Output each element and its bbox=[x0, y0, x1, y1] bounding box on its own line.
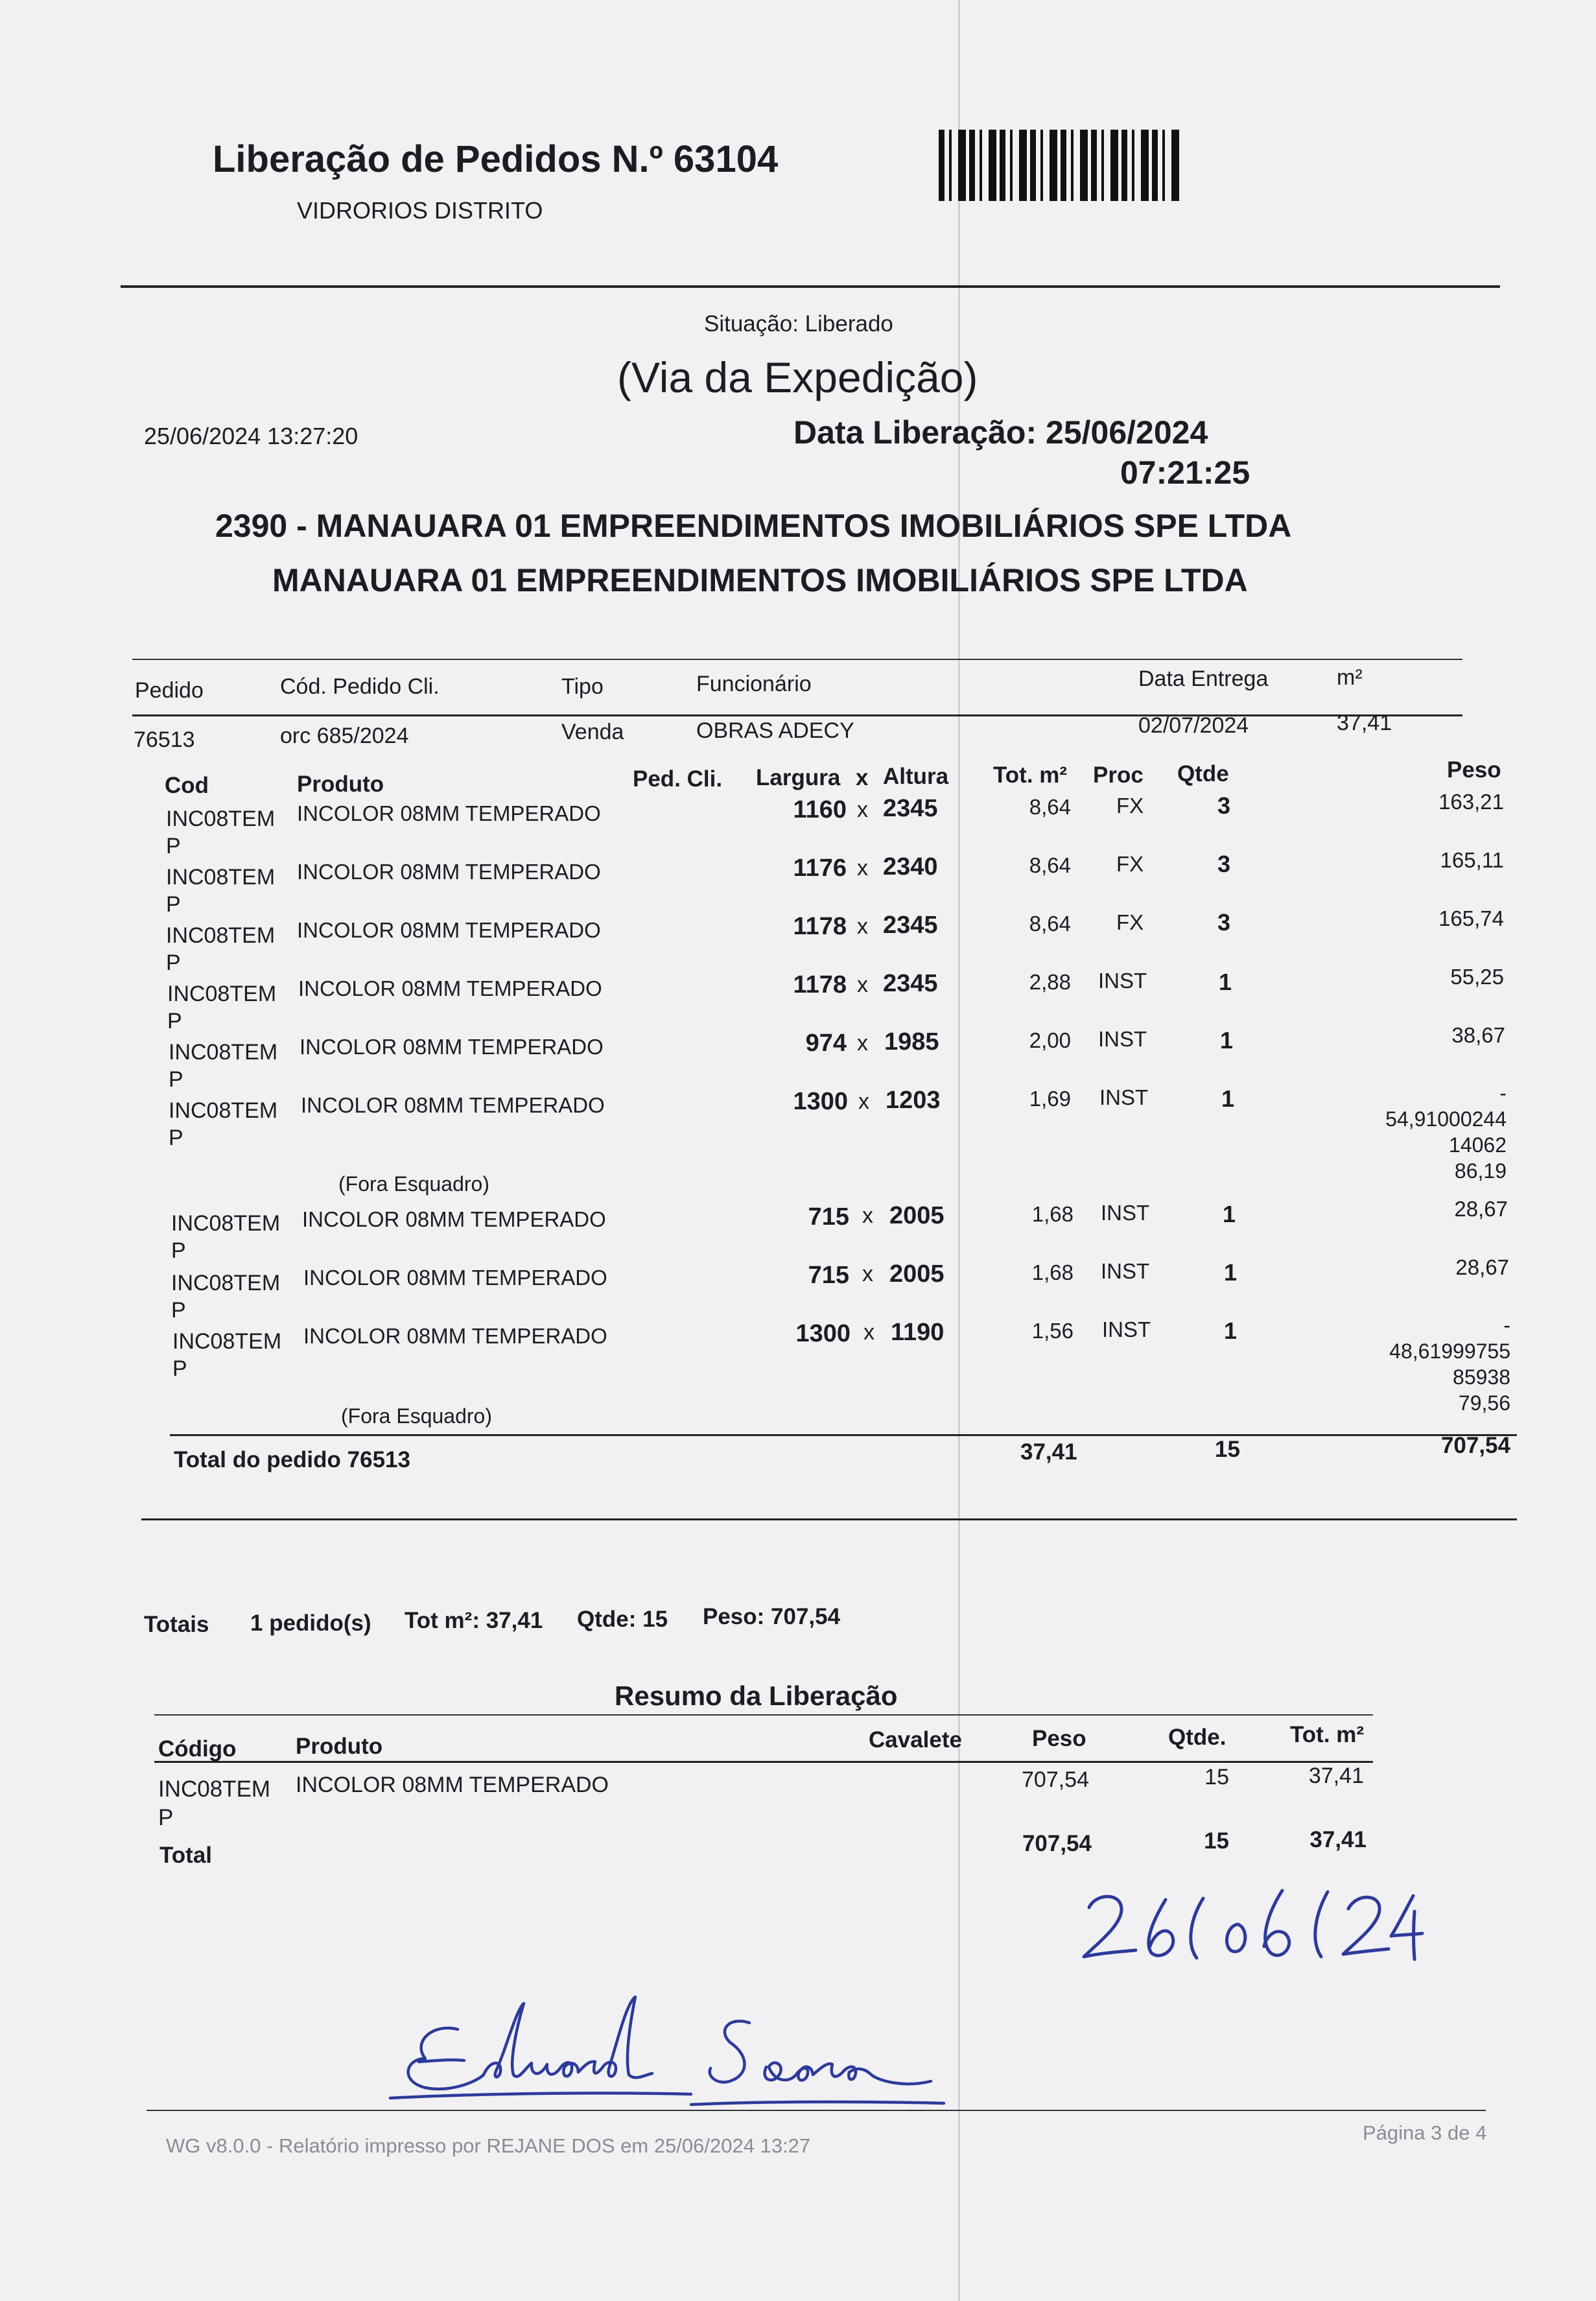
resumo-row-peso: 707,54 bbox=[1022, 1767, 1089, 1792]
header-divider bbox=[121, 285, 1500, 288]
order-total-top-line bbox=[170, 1434, 1517, 1436]
item-qtde: 1 bbox=[1219, 969, 1232, 995]
item-x: x bbox=[862, 1203, 873, 1228]
m2-value: 37,41 bbox=[1337, 711, 1392, 735]
col-tipo: Tipo bbox=[561, 674, 604, 699]
item-peso: 165,11 bbox=[1440, 848, 1504, 872]
resumo-top-line bbox=[154, 1714, 1373, 1716]
items-col-largura: Largura bbox=[756, 765, 841, 790]
item-produto: INCOLOR 08MM TEMPERADO bbox=[302, 1207, 606, 1231]
items-col-x: x bbox=[856, 765, 869, 790]
resumo-col-codigo: Código bbox=[158, 1736, 237, 1762]
funcionario-value: OBRAS ADECY bbox=[696, 718, 854, 743]
resumo-total-tot-m2: 37,41 bbox=[1309, 1827, 1367, 1852]
item-cod: INC08TEM P bbox=[166, 865, 276, 917]
item-altura: 2345 bbox=[883, 970, 938, 997]
item-x: x bbox=[862, 1262, 873, 1286]
items-col-tot-m2: Tot. m² bbox=[993, 762, 1068, 788]
item-peso: 55,25 bbox=[1450, 965, 1504, 989]
item-produto: INCOLOR 08MM TEMPERADO bbox=[297, 918, 601, 942]
col-m2: m² bbox=[1337, 665, 1363, 690]
item-largura: 1300 bbox=[795, 1320, 851, 1347]
data-entrega-value: 02/07/2024 bbox=[1138, 713, 1249, 738]
order-total-peso: 707,54 bbox=[1440, 1433, 1510, 1458]
item-largura: 1178 bbox=[793, 971, 847, 998]
resumo-col-tot-m2: Tot. m² bbox=[1290, 1722, 1365, 1747]
resumo-row-produto: INCOLOR 08MM TEMPERADO bbox=[296, 1773, 609, 1797]
item-largura: 1300 bbox=[793, 1088, 848, 1115]
col-funcionario: Funcionário bbox=[696, 672, 812, 696]
items-col-produto: Produto bbox=[297, 772, 384, 797]
item-x: x bbox=[863, 1320, 874, 1345]
totais-tot-m2: Tot m²: 37,41 bbox=[405, 1608, 543, 1633]
item-produto: INCOLOR 08MM TEMPERADO bbox=[303, 1324, 607, 1348]
order-total-label: Total do pedido 76513 bbox=[174, 1447, 410, 1472]
item-note: (Fora Esquadro) bbox=[341, 1404, 492, 1428]
resumo-col-cavalete: Cavalete bbox=[869, 1727, 962, 1752]
item-produto: INCOLOR 08MM TEMPERADO bbox=[297, 860, 601, 884]
item-proc: INST bbox=[1101, 1259, 1150, 1283]
item-x: x bbox=[857, 1031, 868, 1056]
item-largura: 1176 bbox=[793, 855, 847, 882]
totais-pedidos: 1 pedido(s) bbox=[250, 1611, 371, 1636]
resumo-title: Resumo da Liberação bbox=[615, 1681, 898, 1711]
item-peso-multiline: - 48,61999755 85938 79,56 bbox=[1389, 1314, 1510, 1415]
item-x: x bbox=[857, 856, 868, 880]
item-tot-m2: 2,88 bbox=[1029, 970, 1071, 994]
item-altura: 1985 bbox=[884, 1028, 939, 1056]
item-qtde: 1 bbox=[1224, 1259, 1238, 1286]
item-cod: INC08TEM P bbox=[169, 1098, 278, 1150]
item-proc: INST bbox=[1098, 969, 1147, 993]
item-peso-multiline: - 54,91000244 14062 86,19 bbox=[1385, 1081, 1507, 1183]
item-x: x bbox=[857, 797, 868, 822]
order-header-mid-line bbox=[132, 714, 1462, 716]
item-altura: 2005 bbox=[889, 1202, 945, 1229]
client-name-line2: MANAUARA 01 EMPREENDIMENTOS IMOBILIÁRIOS SPE LTDA bbox=[272, 562, 1248, 598]
order-total-tot-m2: 37,41 bbox=[1020, 1439, 1077, 1465]
resumo-row-tot-m2: 37,41 bbox=[1308, 1764, 1364, 1788]
order-header-top-line bbox=[132, 659, 1462, 660]
item-produto: INCOLOR 08MM TEMPERADO bbox=[299, 1035, 604, 1059]
data-liberacao-label: Data Liberação: 25/06/2024 bbox=[793, 414, 1208, 451]
item-qtde: 3 bbox=[1217, 909, 1231, 936]
item-produto: INCOLOR 08MM TEMPERADO bbox=[303, 1266, 607, 1290]
item-altura: 2345 bbox=[883, 795, 938, 822]
printed-datetime: 25/06/2024 13:27:20 bbox=[144, 423, 358, 449]
resumo-total-qtde: 15 bbox=[1204, 1828, 1229, 1854]
item-x: x bbox=[857, 973, 868, 997]
item-peso: 165,74 bbox=[1438, 906, 1504, 930]
resumo-col-qtde: Qtde. bbox=[1168, 1725, 1226, 1750]
item-largura: 1178 bbox=[793, 913, 847, 940]
document-title: Liberação de Pedidos N.º 63104 bbox=[213, 138, 779, 180]
item-proc: INST bbox=[1098, 1027, 1147, 1051]
pedido-value: 76513 bbox=[134, 727, 195, 752]
item-cod: INC08TEM P bbox=[166, 923, 276, 975]
item-proc: INST bbox=[1101, 1201, 1150, 1225]
col-cod-pedido-cli: Cód. Pedido Cli. bbox=[280, 674, 440, 699]
items-col-cod: Cod bbox=[165, 773, 209, 798]
item-tot-m2: 2,00 bbox=[1029, 1028, 1071, 1052]
footer-line bbox=[147, 2110, 1486, 2111]
item-qtde: 3 bbox=[1217, 851, 1231, 877]
item-altura: 1190 bbox=[891, 1319, 945, 1346]
item-proc: INST bbox=[1099, 1085, 1149, 1109]
item-largura: 715 bbox=[808, 1203, 849, 1231]
items-col-ped-cli: Ped. Cli. bbox=[633, 766, 723, 792]
item-largura: 715 bbox=[808, 1262, 849, 1289]
item-note: (Fora Esquadro) bbox=[338, 1172, 489, 1196]
item-peso: 28,67 bbox=[1455, 1255, 1509, 1279]
item-tot-m2: 1,56 bbox=[1031, 1319, 1074, 1343]
company-name: VIDRORIOS DISTRITO bbox=[297, 197, 543, 224]
items-col-peso: Peso bbox=[1447, 757, 1501, 783]
item-qtde: 1 bbox=[1223, 1201, 1236, 1227]
item-cod: INC08TEM P bbox=[167, 982, 277, 1033]
item-proc: FX bbox=[1116, 910, 1144, 934]
totais-label: Totais bbox=[144, 1612, 209, 1637]
item-produto: INCOLOR 08MM TEMPERADO bbox=[298, 976, 602, 1000]
order-section-bottom-line bbox=[141, 1518, 1517, 1520]
barcode-image bbox=[939, 130, 1182, 201]
item-qtde: 1 bbox=[1221, 1085, 1235, 1112]
situacao-label: Situação: Liberado bbox=[704, 311, 893, 336]
item-cod: INC08TEM P bbox=[171, 1211, 281, 1263]
item-qtde: 3 bbox=[1217, 792, 1231, 819]
totais-qtde: Qtde: 15 bbox=[577, 1607, 668, 1632]
handwritten-date bbox=[1076, 1874, 1426, 1971]
item-tot-m2: 1,68 bbox=[1031, 1202, 1074, 1226]
resumo-col-peso: Peso bbox=[1032, 1726, 1086, 1751]
resumo-row-codigo: INC08TEM P bbox=[158, 1776, 271, 1830]
item-altura: 2005 bbox=[889, 1260, 945, 1288]
item-tot-m2: 8,64 bbox=[1029, 795, 1071, 819]
item-peso: 28,67 bbox=[1454, 1197, 1508, 1221]
item-tot-m2: 1,69 bbox=[1029, 1087, 1071, 1111]
item-altura: 2340 bbox=[883, 853, 938, 880]
data-liberacao-time: 07:21:25 bbox=[1120, 454, 1250, 491]
item-produto: INCOLOR 08MM TEMPERADO bbox=[297, 801, 601, 825]
item-altura: 2345 bbox=[883, 912, 938, 939]
resumo-col-produto: Produto bbox=[296, 1734, 383, 1759]
item-produto: INCOLOR 08MM TEMPERADO bbox=[301, 1093, 605, 1117]
item-qtde: 1 bbox=[1220, 1027, 1234, 1054]
totais-peso: Peso: 707,54 bbox=[703, 1604, 841, 1629]
col-data-entrega: Data Entrega bbox=[1138, 667, 1269, 691]
item-proc: FX bbox=[1116, 852, 1144, 876]
resumo-total-peso: 707,54 bbox=[1022, 1831, 1092, 1856]
item-peso: 38,67 bbox=[1451, 1023, 1505, 1047]
client-name-line1: 2390 - MANAUARA 01 EMPREENDIMENTOS IMOBILIÁRIOS SPE LTDA bbox=[215, 508, 1292, 544]
tipo-value: Venda bbox=[561, 720, 624, 744]
items-col-qtde: Qtde bbox=[1177, 761, 1229, 786]
resumo-row-qtde: 15 bbox=[1204, 1765, 1229, 1789]
footer-page-number: Página 3 de 4 bbox=[1363, 2121, 1487, 2144]
items-col-altura: Altura bbox=[883, 764, 949, 789]
item-tot-m2: 1,68 bbox=[1031, 1260, 1074, 1284]
footer-print-info: WG v8.0.0 - Relatório impresso por REJANE DOS em 25/06/2024 13:27 bbox=[166, 2134, 811, 2157]
item-largura: 974 bbox=[805, 1030, 847, 1057]
item-proc: INST bbox=[1102, 1317, 1151, 1341]
resumo-total-label: Total bbox=[159, 1843, 213, 1868]
col-pedido: Pedido bbox=[135, 678, 204, 703]
order-total-qtde: 15 bbox=[1215, 1437, 1240, 1462]
cod-pedido-cli-value: orc 685/2024 bbox=[280, 724, 409, 748]
items-col-proc: Proc bbox=[1093, 762, 1144, 788]
via-label: (Via da Expedição) bbox=[617, 353, 978, 401]
item-largura: 1160 bbox=[793, 796, 847, 823]
item-peso: 163,21 bbox=[1438, 790, 1504, 814]
item-tot-m2: 8,64 bbox=[1029, 853, 1071, 877]
paper-fold-line bbox=[958, 0, 960, 2301]
item-x: x bbox=[857, 914, 868, 939]
item-cod: INC08TEM P bbox=[169, 1040, 278, 1092]
item-proc: FX bbox=[1116, 794, 1144, 818]
item-qtde: 1 bbox=[1224, 1317, 1238, 1344]
item-cod: INC08TEM P bbox=[171, 1271, 281, 1323]
item-cod: INC08TEM P bbox=[172, 1329, 282, 1381]
item-x: x bbox=[858, 1089, 869, 1114]
signature bbox=[386, 1984, 963, 2114]
item-tot-m2: 8,64 bbox=[1029, 912, 1071, 936]
item-altura: 1203 bbox=[886, 1087, 941, 1114]
resumo-header-line bbox=[154, 1761, 1373, 1763]
item-cod: INC08TEM P bbox=[166, 807, 276, 858]
